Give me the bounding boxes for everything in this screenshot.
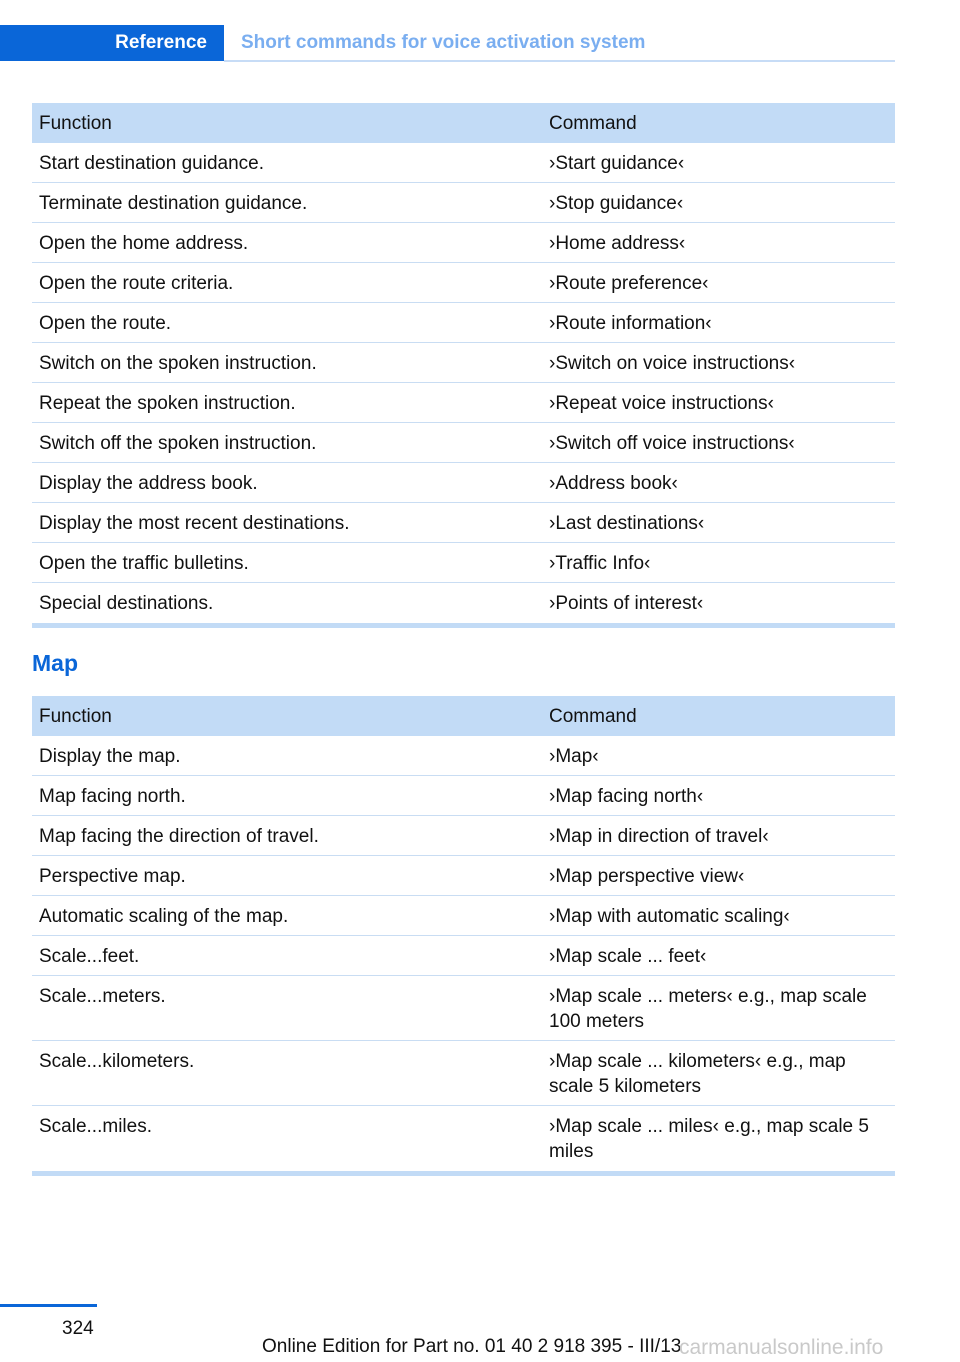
function-cell: Scale...kilometers.: [39, 1051, 195, 1072]
command-cell: ›Points of interest‹: [549, 593, 704, 614]
table-row: [32, 503, 895, 543]
edition-note: Online Edition for Part no. 01 40 2 918 395 - III/13: [262, 1336, 682, 1357]
navigation-commands-table: [32, 103, 895, 628]
command-cell: ›Route preference‹: [549, 273, 709, 294]
function-cell: Perspective map.: [39, 866, 186, 887]
function-cell: Switch on the spoken instruction.: [39, 353, 317, 374]
column-header-function: Function: [39, 113, 112, 134]
command-cell: ›Traffic Info‹: [549, 553, 651, 574]
table-row: [32, 183, 895, 223]
command-cell: ›Repeat voice instructions‹: [549, 393, 774, 414]
command-cell: ›Last destinations‹: [549, 513, 705, 534]
table-row: [32, 143, 895, 183]
function-cell: Scale...feet.: [39, 946, 140, 967]
command-cell: ›Map perspective view‹: [549, 866, 745, 887]
table-row: [32, 343, 895, 383]
table-row: [32, 896, 895, 936]
function-cell: Map facing the direction of travel.: [39, 826, 319, 847]
table-header-row: [32, 696, 895, 736]
page-number: 324: [62, 1318, 94, 1339]
command-cell: ›Address book‹: [549, 473, 678, 494]
command-cell: ›Start guidance‹: [549, 153, 685, 174]
command-cell: ›Map scale ... meters‹ e.g., map scale 100 meters: [549, 986, 867, 1032]
table-row: [32, 936, 895, 976]
table-row: [32, 856, 895, 896]
function-cell: Scale...miles.: [39, 1116, 152, 1137]
function-cell: Open the home address.: [39, 233, 249, 254]
command-cell: ›Route information‹: [549, 313, 712, 334]
footer-rule: [0, 1304, 97, 1307]
map-commands-table: [32, 696, 895, 1176]
table-row: [32, 303, 895, 343]
function-cell: Display the map.: [39, 746, 181, 767]
command-cell: ›Map with automatic scaling‹: [549, 906, 790, 927]
watermark: carmanualsonline.info: [679, 1336, 884, 1359]
function-cell: Special destinations.: [39, 593, 214, 614]
function-cell: Display the most recent destinations.: [39, 513, 350, 534]
column-header-command: Command: [549, 113, 637, 134]
table-row: [32, 816, 895, 856]
table-row: [32, 736, 895, 776]
table-row: [32, 423, 895, 463]
section-heading-map: Map: [32, 650, 78, 676]
command-cell: ›Map facing north‹: [549, 786, 704, 807]
column-header-function: Function: [39, 706, 112, 727]
command-cell: ›Stop guidance‹: [549, 193, 684, 214]
command-cell: ›Switch on voice instructions‹: [549, 353, 796, 374]
function-cell: Repeat the spoken instruction.: [39, 393, 296, 414]
page-header: [0, 25, 895, 61]
table-bottom-rule: [32, 1171, 895, 1176]
function-cell: Open the route criteria.: [39, 273, 234, 294]
command-cell: ›Map in direction of travel‹: [549, 826, 769, 847]
command-cell: ›Switch off voice instructions‹: [549, 433, 795, 454]
table-row: [32, 383, 895, 423]
table-row: [32, 1041, 895, 1106]
table-row: [32, 976, 895, 1041]
command-cell: ›Map scale ... feet‹: [549, 946, 707, 967]
section-tab: Reference: [0, 25, 224, 61]
function-cell: Start destination guidance.: [39, 153, 264, 174]
command-cell: ›Map scale ... miles‹ e.g., map scale 5 miles: [549, 1116, 869, 1162]
table-row: [32, 776, 895, 816]
column-header-command: Command: [549, 706, 637, 727]
function-cell: Switch off the spoken instruction.: [39, 433, 317, 454]
table-row: [32, 1106, 895, 1171]
table-row: [32, 583, 895, 623]
command-cell: ›Home address‹: [549, 233, 686, 254]
table-header-row: [32, 103, 895, 143]
header-rule: [224, 60, 895, 62]
table-row: [32, 543, 895, 583]
command-cell: ›Map‹: [549, 746, 599, 767]
function-cell: Display the address book.: [39, 473, 258, 494]
table-bottom-rule: [32, 623, 895, 628]
table-row: [32, 263, 895, 303]
function-cell: Open the traffic bulletins.: [39, 553, 249, 574]
function-cell: Automatic scaling of the map.: [39, 906, 289, 927]
command-cell: ›Map scale ... kilometers‹ e.g., map scale 5 kilometers: [549, 1051, 846, 1097]
function-cell: Map facing north.: [39, 786, 186, 807]
table-row: [32, 463, 895, 503]
function-cell: Terminate destination guidance.: [39, 193, 308, 214]
table-row: [32, 223, 895, 263]
header-title: Short commands for voice activation system: [241, 32, 646, 53]
function-cell: Open the route.: [39, 313, 172, 334]
function-cell: Scale...meters.: [39, 986, 166, 1007]
